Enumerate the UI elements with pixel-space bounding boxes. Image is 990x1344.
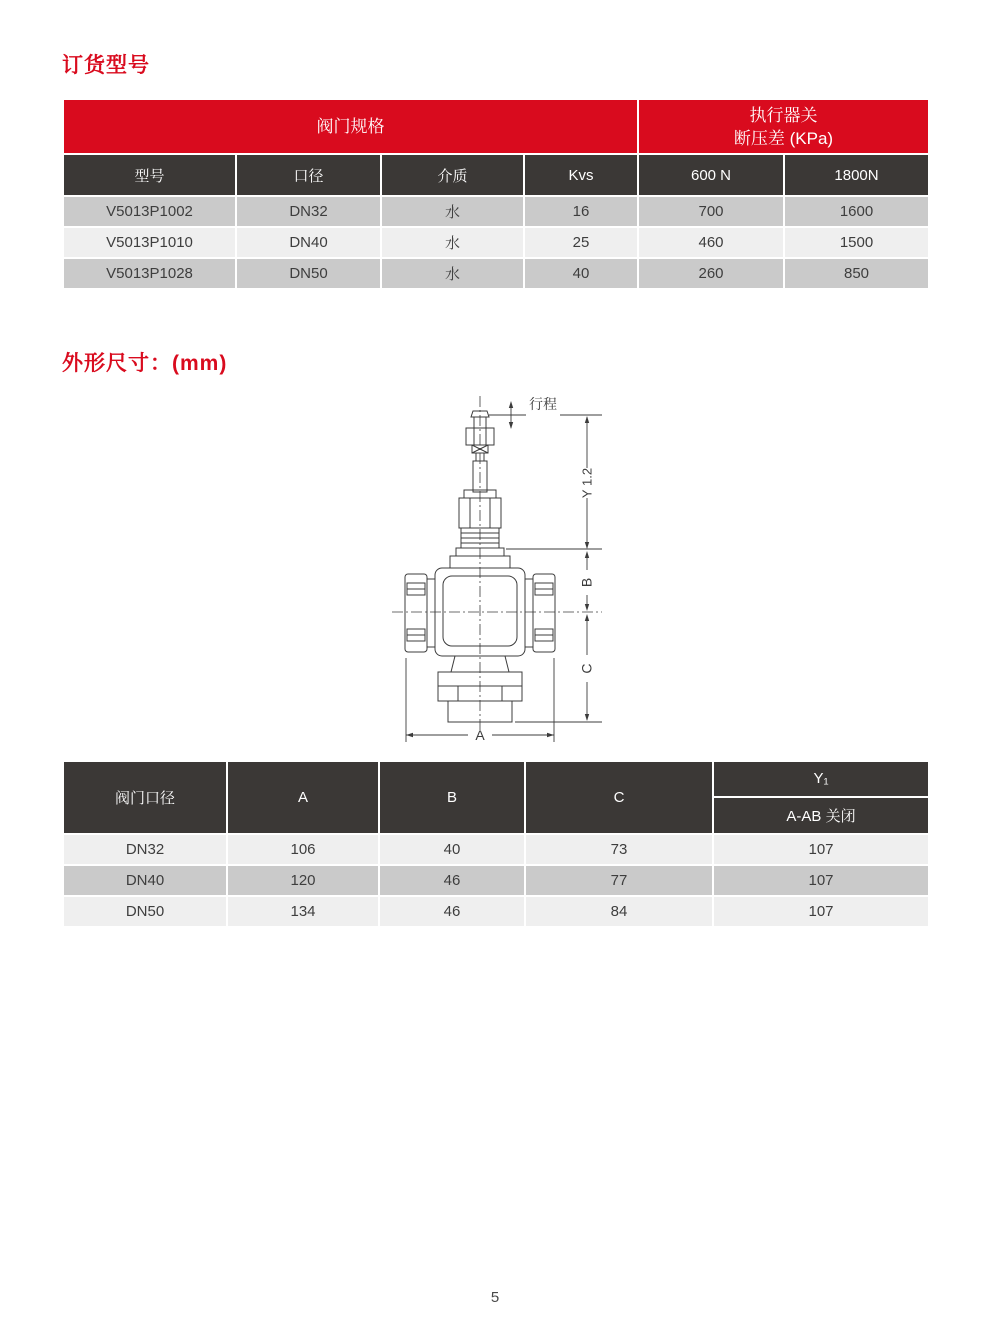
cell-medium: 水 [381,196,524,227]
valve-dimension-drawing [380,390,660,760]
cell-model: V5013P1002 [63,196,236,227]
centerlines [392,396,602,732]
c-dimension-label: C [578,663,595,674]
col-header-valve-port: 阀门口径 [63,761,227,834]
col-header-y1-closed: A-AB 关闭 [713,797,929,834]
table-row [63,896,929,927]
col-header-kvs: Kvs [524,154,638,196]
cell-y1: 107 [713,865,929,896]
col-header-size: 口径 [236,154,381,196]
cell-y1: 107 [713,834,929,865]
cell-c: 84 [525,896,713,927]
cell-port: DN32 [63,834,227,865]
order-table [62,98,930,290]
valve-drawing-container [380,390,660,760]
order-table-column-header [63,154,929,196]
cell-c: 73 [525,834,713,865]
cell-c: 77 [525,865,713,896]
cell-1800n: 1600 [784,196,929,227]
group-header-actuator-line1: 执行器关 [749,105,818,125]
dimensions-table-header-row1 [63,761,929,797]
cell-600n: 260 [638,258,784,289]
table-row [63,227,929,258]
cell-model: V5013P1028 [63,258,236,289]
a-dimension-label: A [475,727,485,743]
cell-a: 120 [227,865,379,896]
col-header-medium: 介质 [381,154,524,196]
cell-size: DN50 [236,258,381,289]
order-section-title: 订货型号 [62,54,150,77]
col-header-c: C [525,761,713,834]
cell-port: DN50 [63,896,227,927]
cell-size: DN32 [236,196,381,227]
cell-kvs: 16 [524,196,638,227]
table-row [63,258,929,289]
cell-b: 46 [379,896,525,927]
cell-medium: 水 [381,258,524,289]
cell-600n: 460 [638,227,784,258]
dimensions-table [62,760,930,928]
cell-b: 46 [379,865,525,896]
col-header-600n: 600 N [638,154,784,196]
cell-kvs: 40 [524,258,638,289]
page-number: 5 [490,1289,500,1306]
stroke-label: 行程 [529,396,557,412]
cell-a: 106 [227,834,379,865]
cell-y1: 107 [713,896,929,927]
group-header-valve-spec [63,99,638,154]
table-row [63,865,929,896]
col-header-model: 型号 [63,154,236,196]
col-header-a: A [227,761,379,834]
col-header-1800n: 1800N [784,154,929,196]
dimensions-section-title: 外形尺寸：(mm) [62,352,228,375]
col-header-b: B [379,761,525,834]
cell-kvs: 25 [524,227,638,258]
table-row [63,196,929,227]
cell-port: DN40 [63,865,227,896]
cell-a: 134 [227,896,379,927]
col-header-y1: Y₁ [713,761,929,797]
b-dimension-label: B [578,577,595,588]
y12-dimension-label: Y 1.2 [579,467,595,499]
cell-model: V5013P1010 [63,227,236,258]
cell-1800n: 1500 [784,227,929,258]
table-row [63,834,929,865]
order-table-group-header [63,99,929,154]
cell-1800n: 850 [784,258,929,289]
cell-b: 40 [379,834,525,865]
group-header-actuator-line2: 断压差 (KPa) [733,128,834,148]
cell-size: DN40 [236,227,381,258]
group-header-valve-spec-label: 阀门规格 [316,117,385,136]
cell-600n: 700 [638,196,784,227]
group-header-actuator [638,99,929,154]
cell-medium: 水 [381,227,524,258]
